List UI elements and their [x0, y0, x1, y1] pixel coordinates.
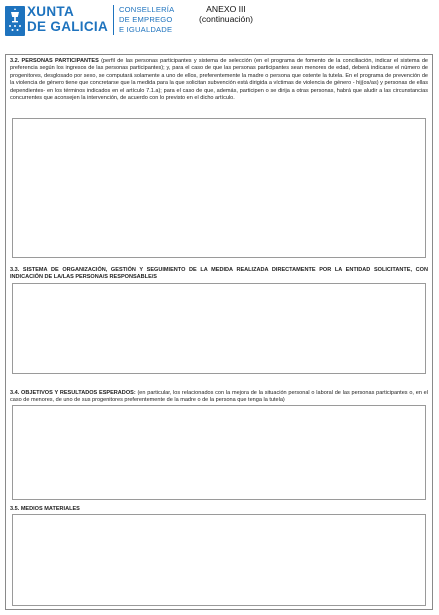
annex-label	[196, 4, 256, 24]
logo-divider	[113, 5, 114, 35]
annex-subtitle: (continuación)	[199, 14, 253, 24]
section-3-2-heading	[10, 58, 428, 102]
section-number: 3.5.	[10, 506, 20, 512]
department-name	[119, 5, 174, 35]
section-number: 3.3.	[10, 267, 20, 273]
section-title: MEDIOS MATERIALES	[20, 506, 80, 512]
section-title: OBJETIVOS Y RESULTADOS ESPERADOS:	[21, 390, 136, 396]
section-title: SISTEMA DE ORGANIZACIÓN, GESTIÓN Y SEGUIMIENTO DE LA MEDIDA REALIZADA DIRECTAMENTE POR LA ENTIDAD SOLICITANTE, CON INDICACIÓN DE LA/LAS PERSONA/S RESPONSABLE/S	[10, 267, 429, 281]
department-line-1: CONSELLERÍA	[119, 5, 175, 14]
logo-line-1: XUNTA	[27, 4, 74, 19]
section-number: 3.2.	[10, 58, 20, 64]
annex-title: ANEXO III	[206, 4, 246, 14]
galicia-seal-icon	[5, 6, 25, 36]
section-number: 3.4.	[10, 390, 20, 396]
section-3-5-textarea[interactable]	[12, 514, 426, 606]
logo-line-2: DE GALICIA	[27, 19, 109, 34]
department-line-3: E IGUALDADE	[119, 25, 173, 34]
section-3-4-heading	[10, 390, 428, 405]
section-3-5-heading	[10, 506, 428, 513]
section-description: (perfil de las personas participantes y sistema de selección (en el programa de fomento de la conciliación, indicar el sistema de preferencia según los ingresos de las personas participantes); y, para el caso de que las personas participantes sean menores de edad, deberá indicarse el número de progenitores, desglosado por sexo, se computará solamente a uno de ellos, preferentemente la madre o persona que ostente la tutela. En el programa de prevención de la violencia de género tiene que concretarse que la medida para la que solicitan subvención está dirigida a víctimas de violencia de género - hij(os/as) y personas de ellas dependientes- en los términos indicados en el artículo 7.1.a); para el caso de que, además, participen o se dirija a otras personas, habrá que aludir a las circunstancias concurrentes que aconsejen la intervención, de acuerdo con lo previsto en el dicho artículo.	[10, 58, 428, 102]
page-header	[0, 0, 439, 44]
section-3-3-textarea[interactable]	[12, 283, 426, 374]
section-3-4-textarea[interactable]	[12, 405, 426, 500]
section-3-3-heading	[10, 267, 428, 282]
section-3-2-textarea[interactable]	[12, 118, 426, 258]
department-line-2: DE EMPREGO	[119, 15, 173, 24]
section-description: (en particular, los relacionados con la mejora de la situación personal o laboral de las personas participantes o, en el caso de menores, de uno de sus progenitores preferentemente de la madre o de la persona que tenga la tutela)	[10, 390, 428, 404]
section-title: PERSONAS PARTICIPANTES	[21, 58, 99, 64]
